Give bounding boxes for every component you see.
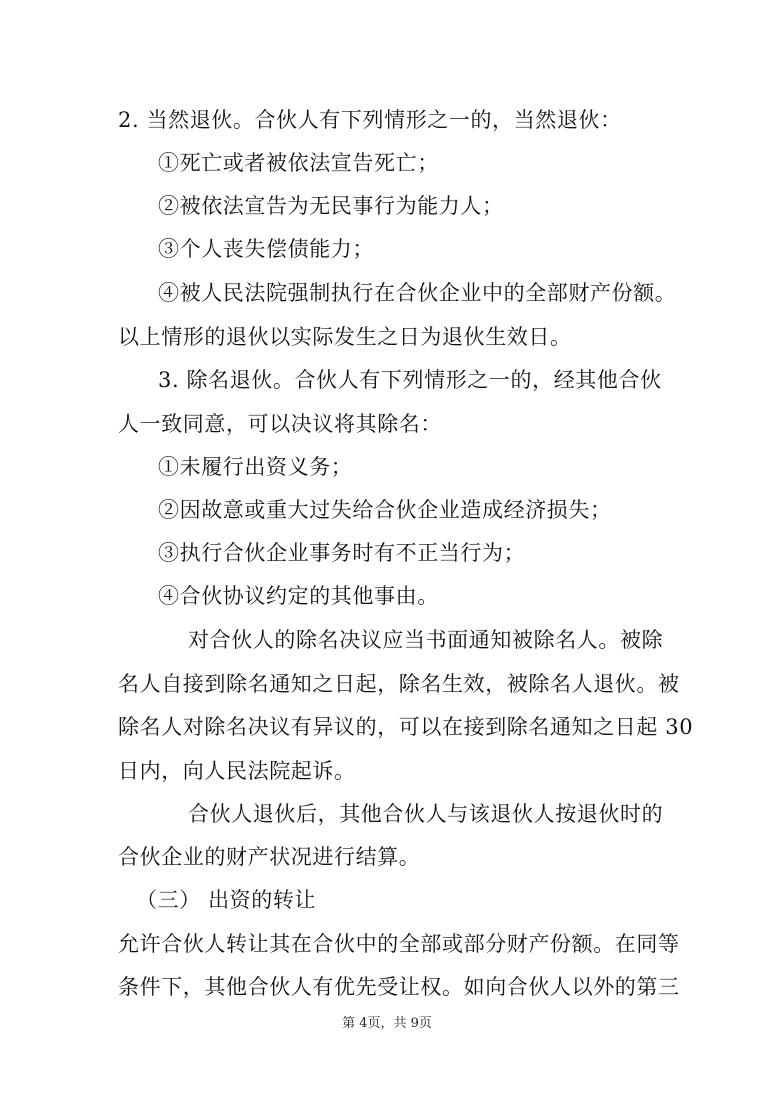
list-item: ④被人民法院强制执行在合伙企业中的全部财产份额。: [158, 281, 677, 305]
list-item: ①未履行出资义务；: [158, 455, 353, 479]
list-item: ②因故意或重大过失给合伙企业造成经济损失；: [158, 498, 612, 522]
paragraph-line: 以上情形的退伙以实际发生之日为退伙生效日。: [118, 325, 572, 349]
paragraph-line: 对合伙人的除名决议应当书面通知被除名人。被除: [188, 628, 664, 652]
paragraph-line: 除名人对除名决议有异议的，可以在接到除名通知之日起 30: [118, 715, 694, 739]
paragraph-line: 合伙人退伙后，其他合伙人与该退伙人按退伙时的: [188, 802, 664, 826]
paragraph-line: 2. 当然退伙。合伙人有下列情形之一的，当然退伙：: [118, 108, 622, 132]
paragraph-line: 3. 除名退伙。合伙人有下列情形之一的，经其他合伙: [158, 368, 662, 392]
paragraph-line: 人一致同意，可以决议将其除名：: [118, 412, 442, 436]
paragraph-line: 允许合伙人转让其在合伙中的全部或部分财产份额。在同等: [118, 932, 680, 956]
paragraph-line: 合伙企业的财产状况进行结算。: [118, 845, 421, 869]
list-item: ①死亡或者被依法宣告死亡；: [158, 151, 439, 175]
list-item: ③个人丧失偿债能力；: [158, 237, 374, 261]
page-number-footer: 第 4页，共 9页: [342, 1016, 432, 1031]
list-item: ④合伙协议约定的其他事由。: [158, 584, 439, 608]
section-heading: （三） 出资的转让: [136, 888, 317, 912]
list-item: ②被依法宣告为无民事行为能力人；: [158, 194, 504, 218]
paragraph-line: 日内，向人民法院起诉。: [118, 759, 356, 783]
paragraph-line: 名人自接到除名通知之日起，除名生效，被除名人退伙。被: [118, 672, 680, 696]
paragraph-line: 条件下，其他合伙人有优先受让权。如向合伙人以外的第三: [118, 975, 680, 999]
list-item: ③执行合伙企业事务时有不正当行为；: [158, 541, 526, 565]
